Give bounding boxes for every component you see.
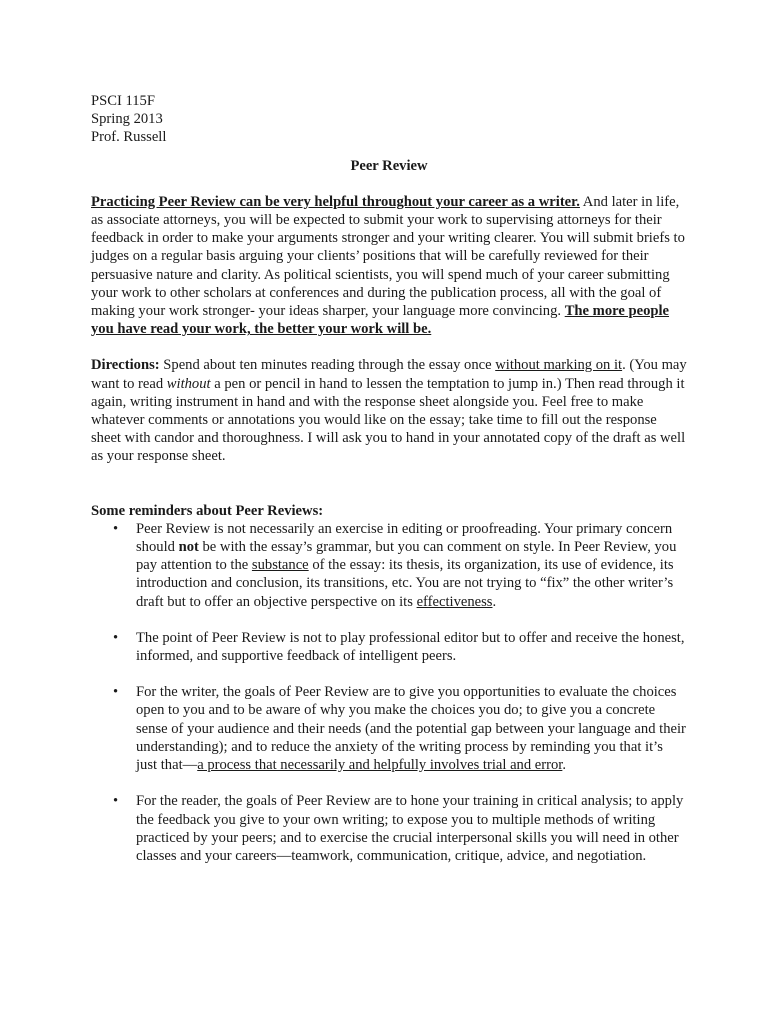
directions-text-1: Spend about ten minutes reading through the essay once [159,357,496,374]
reminder-text: The point of Peer Review is not to play professional editor but to offer and receive the honest, informed, and supportive feedback of intelligent peers. [136,629,685,665]
directions-text-3: a pen or pencil in hand to lessen the temptation to jump in.) Then read through it again, writing instrument in hand and with the response sheet alongside you. Feel free to make whatever comments or annotations you would like on the essay; take time to fill out the response sheet with candor and thoroughness. I will ask you to hand in your annotated copy of the draft as well as your response sheet. [91,375,686,465]
directions-paragraph [91,356,687,465]
document-title: Peer Review [350,157,428,174]
reminder-text: For the writer, the goals of Peer Review are to give you opportunities to evaluate the choices open to you and to be aware of why you make the choices you do; to give you a concrete sense of your audience and their needs (and the potential gap between your language and their understanding); and to reduce the anxiety of the writing process by reminding you that it’s just that— [136,684,686,774]
course-code: PSCI 115F [91,93,155,109]
reminder-item-reader-goals [91,792,687,865]
reminder-text: . [562,757,567,774]
reminder-underlined-word: substance [251,557,309,574]
term: Spring 2013 [91,111,163,128]
reminder-text: For the reader, the goals of Peer Review are to hone your training in critical analysis; to apply the feedback you give to your own writing; to expose you to multiple methods of writing practiced by your peers; and to exercise the crucial interpersonal skills you will need in other classes and your careers—teamwork, communication, critique, advice, and negotiation. [136,793,684,864]
directions-italic-word: without [166,375,211,392]
reminder-underlined-phrase: a process that necessarily and helpfully involves trial and error [197,757,563,774]
directions-label: Directions: [91,357,160,374]
reminders-heading: Some reminders about Peer Reviews: [91,502,324,519]
reminder-item-purpose [91,629,687,665]
reminder-text: Peer Review is not necessarily an exercise in editing or proofreading. Your primary concern should [136,520,673,556]
reminder-underlined-word: effectiveness [416,593,493,610]
instructor-name: Prof. Russell [91,129,167,146]
directions-text-2: . (You may want to read [91,357,687,392]
intro-paragraph [91,193,687,339]
document-page [91,92,687,883]
intro-lead-sentence: Practicing Peer Review can be very helpful throughout your career as a writer. [91,193,580,210]
reminder-item-writer-goals [91,683,687,774]
document-header [91,92,687,147]
bullet-icon: • [113,793,119,810]
reminders-list [91,520,687,865]
reminder-text: . [492,593,497,610]
reminder-bold-word: not [178,539,199,556]
bullet-icon: • [113,629,119,646]
intro-closing-sentence: The more people you have read your work, the better your work will be. [91,303,670,338]
bullet-icon: • [113,520,119,537]
bullet-icon: • [113,684,119,701]
reminder-text: of the essay: its thesis, its organization, its use of evidence, its introduction and conclusion, its transitions, etc. You are not trying to “fix” the other writer’s draft but to offer an objective perspective on its [136,557,674,610]
reminder-item-editing [91,520,687,611]
directions-underlined-phrase: without marking on it [495,357,623,374]
reminder-text: be with the essay’s grammar, but you can comment on style. In Peer Review, you pay attention to the [136,539,677,574]
intro-body-text: And later in life, as associate attorneys, you will be expected to submit your work to supervising attorneys for their feedback in order to make your arguments stronger and your writing clearer. You will submit briefs to judges on a regular basis arguing your clients’ positions that will be carefully reviewed for their persuasive nature and clarity. As political scientists, you will spend much of your career submitting your work to other scholars at conferences and during the publication process, all with the goal of making your work stronger- your ideas sharper, your language more convincing. [91,193,685,320]
